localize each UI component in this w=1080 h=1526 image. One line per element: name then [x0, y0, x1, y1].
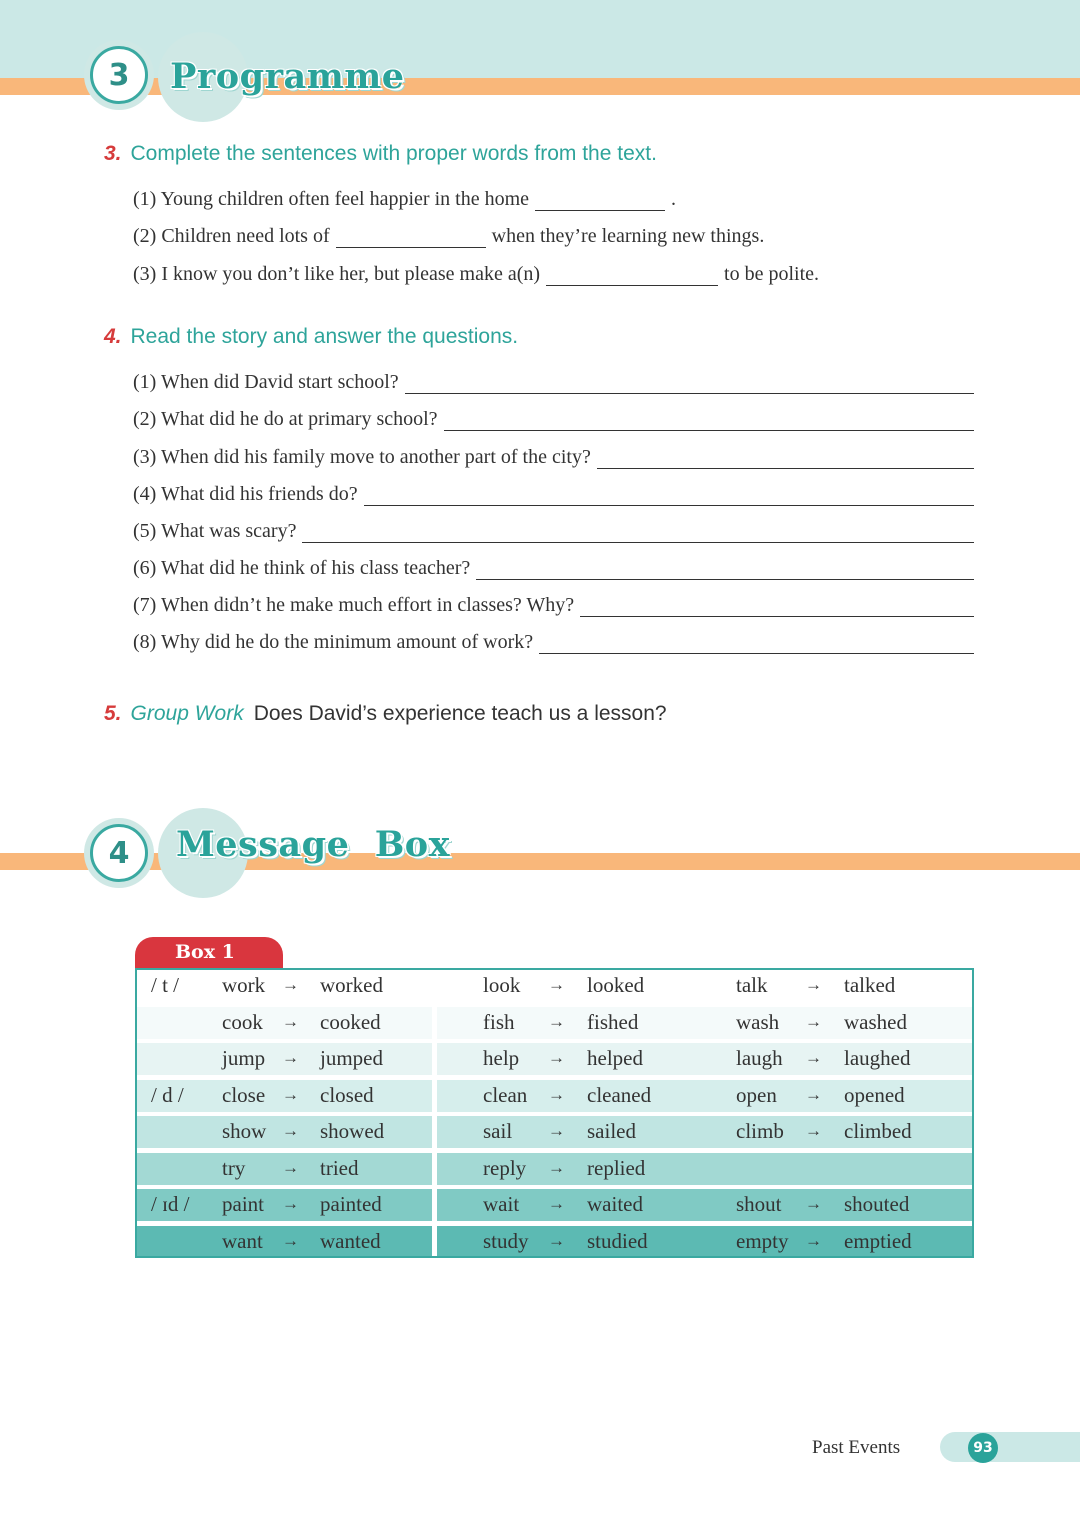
- q4-answer-8[interactable]: [539, 633, 974, 654]
- q4-line-2-text: (2) What did he do at primary school?: [133, 408, 438, 430]
- q4-line-6: [133, 557, 974, 580]
- table-row: [137, 1153, 972, 1187]
- q4-line-4-text: (4) What did his friends do?: [133, 483, 358, 505]
- past-tense-verb: cleaned: [587, 1082, 652, 1107]
- arrow-icon: →: [282, 1157, 299, 1177]
- base-verb: shout: [736, 1192, 782, 1216]
- page-number: 93: [968, 1433, 998, 1463]
- past-tense-verb: emptied: [844, 1228, 912, 1253]
- base-verb: open: [736, 1082, 777, 1107]
- arrow-icon: →: [548, 1157, 565, 1177]
- past-tense-table: [135, 968, 974, 1258]
- question-3-heading: [104, 142, 657, 166]
- q3-line-3: [133, 263, 819, 286]
- arrow-icon: →: [548, 1048, 565, 1067]
- past-tense-verb: studied: [587, 1228, 648, 1253]
- q3-line-1: [133, 188, 676, 211]
- past-tense-verb: wanted: [320, 1228, 381, 1253]
- past-tense-verb: shouted: [844, 1192, 910, 1216]
- base-verb: empty: [736, 1228, 789, 1253]
- q4-line-6-text: (6) What did he think of his class teacher?: [133, 557, 471, 579]
- base-verb: look: [483, 973, 521, 997]
- base-verb: wait: [483, 1192, 520, 1216]
- q4-line-8-text: (8) Why did he do the minimum amount of work?: [133, 631, 534, 653]
- table-row: [137, 970, 972, 1004]
- q4-line-5-text: (5) What was scary?: [133, 520, 297, 542]
- arrow-icon: →: [805, 975, 822, 994]
- q3-line-2-text: (2) Children need lots of: [133, 225, 330, 247]
- arrow-icon: →: [548, 1121, 565, 1140]
- question-4-prompt: Read the story and answer the questions.: [130, 325, 519, 348]
- arrow-icon: →: [805, 1084, 822, 1104]
- past-tense-verb: helped: [587, 1046, 643, 1070]
- q4-line-7-text: (7) When didn’t he make much effort in classes? Why?: [133, 594, 575, 616]
- past-tense-verb: climbed: [844, 1119, 912, 1143]
- base-verb: fish: [483, 1009, 515, 1034]
- q3-line-1-end: .: [671, 188, 677, 210]
- past-tense-verb: sailed: [587, 1119, 636, 1143]
- arrow-icon: →: [282, 1048, 299, 1067]
- past-tense-verb: replied: [587, 1155, 646, 1180]
- past-tense-verb: waited: [587, 1192, 643, 1216]
- group-work-label: Group Work: [130, 702, 244, 725]
- question-3-number: 3.: [104, 142, 122, 165]
- past-tense-verb: laughed: [844, 1046, 911, 1070]
- q3-blank-1[interactable]: [535, 190, 665, 211]
- q4-line-1: [133, 371, 974, 394]
- arrow-icon: →: [282, 1011, 299, 1031]
- arrow-icon: →: [282, 1194, 299, 1213]
- section-3-title: Programme: [170, 56, 405, 97]
- base-verb: climb: [736, 1119, 784, 1143]
- q4-line-8: [133, 631, 974, 654]
- q4-line-4: [133, 483, 974, 506]
- past-tense-verb: showed: [320, 1119, 385, 1143]
- section-4-number: 4: [90, 824, 148, 882]
- question-3-prompt: Complete the sentences with proper words from the text.: [130, 142, 657, 165]
- base-verb: jump: [222, 1046, 266, 1070]
- base-verb: wash: [736, 1009, 780, 1034]
- past-tense-verb: closed: [320, 1082, 374, 1107]
- arrow-icon: →: [282, 1084, 299, 1104]
- q4-line-3-text: (3) When did his family move to another part of the city?: [133, 446, 591, 468]
- base-verb: sail: [483, 1119, 513, 1143]
- base-verb: reply: [483, 1155, 527, 1180]
- q3-line-2: [133, 225, 764, 248]
- past-tense-verb: painted: [320, 1192, 382, 1216]
- table-row: [137, 1226, 972, 1259]
- question-4-number: 4.: [104, 325, 122, 348]
- question-5-text: Does David’s experience teach us a lesson?: [253, 702, 667, 725]
- q4-answer-5[interactable]: [302, 522, 974, 543]
- past-tense-verb: opened: [844, 1082, 905, 1107]
- box-1-tab: Box 1: [135, 937, 283, 970]
- table-row: [137, 1043, 972, 1077]
- past-tense-verb: tried: [320, 1155, 359, 1180]
- base-verb: talk: [736, 973, 768, 997]
- q4-answer-1[interactable]: [405, 373, 974, 394]
- base-verb: clean: [483, 1082, 528, 1107]
- footer-pill: [940, 1432, 1080, 1462]
- q4-answer-6[interactable]: [476, 559, 974, 580]
- arrow-icon: →: [548, 1084, 565, 1104]
- table-row: [137, 1007, 972, 1041]
- sound-label: / t /: [151, 973, 180, 997]
- past-tense-verb: fished: [587, 1009, 639, 1034]
- base-verb: study: [483, 1228, 529, 1253]
- section-4-title: Message Box: [176, 824, 451, 865]
- q3-line-3-end: to be polite.: [724, 263, 820, 285]
- past-tense-verb: talked: [844, 973, 896, 997]
- q4-answer-3[interactable]: [597, 448, 974, 469]
- sound-label: / ɪd /: [151, 1192, 190, 1216]
- table-row: [137, 1080, 972, 1114]
- table-row: [137, 1116, 972, 1150]
- q4-answer-2[interactable]: [444, 410, 974, 431]
- question-4-heading: [104, 325, 518, 349]
- q3-line-1-text: (1) Young children often feel happier in the home: [133, 188, 530, 210]
- arrow-icon: →: [282, 1121, 299, 1140]
- q4-line-5: [133, 520, 974, 543]
- section-3-number: 3: [90, 46, 148, 104]
- q4-line-1-text: (1) When did David start school?: [133, 371, 399, 393]
- arrow-icon: →: [805, 1230, 822, 1250]
- arrow-icon: →: [548, 1194, 565, 1213]
- base-verb: cook: [222, 1009, 263, 1034]
- past-tense-verb: washed: [844, 1009, 907, 1034]
- q4-line-2: [133, 408, 974, 431]
- base-verb: close: [222, 1082, 266, 1107]
- question-5-number: 5.: [104, 702, 122, 725]
- base-verb: want: [222, 1228, 263, 1253]
- sound-label: / d /: [151, 1082, 184, 1107]
- arrow-icon: →: [548, 1230, 565, 1250]
- q3-blank-3[interactable]: [546, 265, 718, 286]
- q3-line-2-end: when they’re learning new things.: [491, 225, 765, 247]
- q4-line-7: [133, 594, 974, 617]
- q3-blank-2[interactable]: [336, 227, 486, 248]
- base-verb: laugh: [736, 1046, 783, 1070]
- base-verb: paint: [222, 1192, 264, 1216]
- question-5-heading: [104, 702, 667, 726]
- arrow-icon: →: [805, 1194, 822, 1213]
- arrow-icon: →: [548, 975, 565, 994]
- past-tense-verb: cooked: [320, 1009, 381, 1034]
- q3-line-3-text: (3) I know you don’t like her, but please make a(n): [133, 263, 541, 285]
- past-tense-verb: jumped: [320, 1046, 383, 1070]
- base-verb: try: [222, 1155, 246, 1180]
- q4-answer-4[interactable]: [364, 485, 974, 506]
- base-verb: work: [222, 973, 266, 997]
- arrow-icon: →: [548, 1011, 565, 1031]
- arrow-icon: →: [282, 1230, 299, 1250]
- table-row: [137, 1189, 972, 1223]
- base-verb: help: [483, 1046, 520, 1070]
- arrow-icon: →: [282, 975, 299, 994]
- footer-unit-title: Past Events: [812, 1437, 901, 1458]
- column-separator: [432, 970, 437, 1256]
- arrow-icon: →: [805, 1121, 822, 1140]
- arrow-icon: →: [805, 1048, 822, 1067]
- q4-line-3: [133, 446, 974, 469]
- base-verb: show: [222, 1119, 267, 1143]
- q4-answer-7[interactable]: [580, 596, 974, 617]
- past-tense-verb: worked: [320, 973, 383, 997]
- past-tense-verb: looked: [587, 973, 645, 997]
- arrow-icon: →: [805, 1011, 822, 1031]
